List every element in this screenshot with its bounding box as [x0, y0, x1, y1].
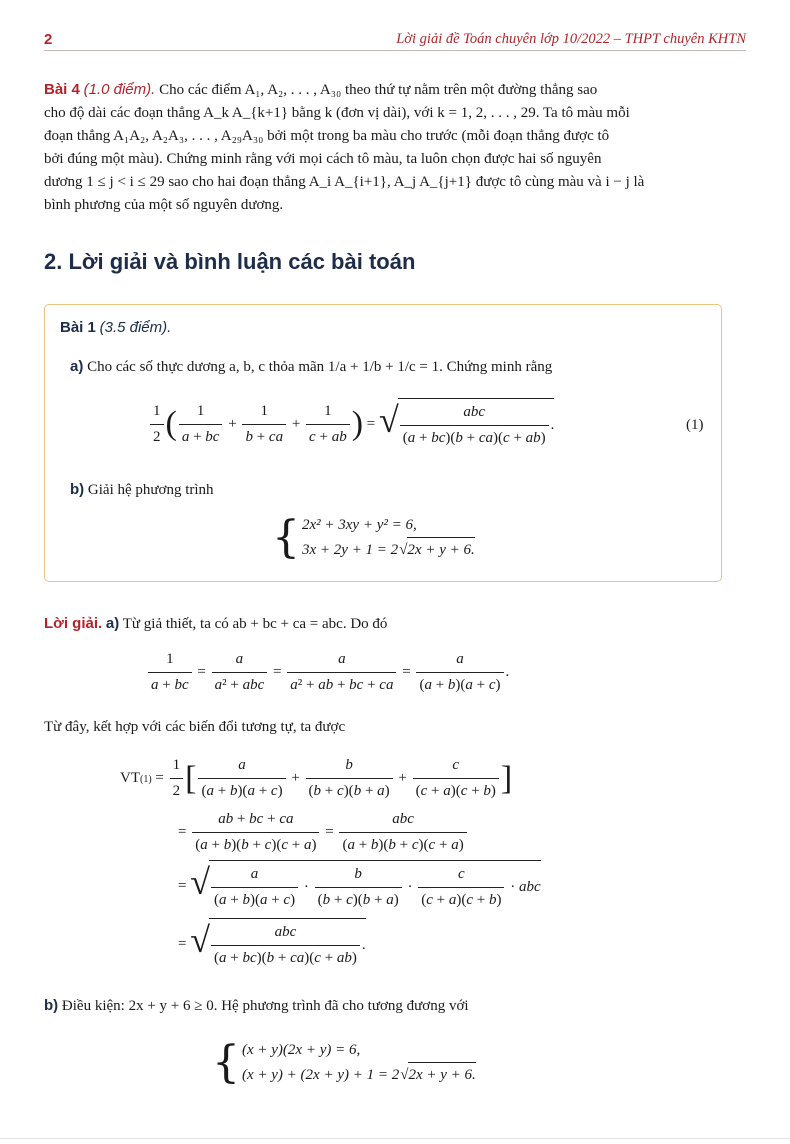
solution-system-eq2-left: (x + y) + (2x + y) + 1 = 2: [242, 1066, 400, 1083]
bai4-line1: Cho các điểm A₁, A₂, . . . , A₃₀ theo thứ tự nằm trên một đường thẳng sao: [159, 82, 598, 98]
bai1-b-label: b): [70, 481, 85, 498]
bai4-points: (1.0 điểm).: [83, 81, 156, 98]
bai1-system-eq2-rad: 2x + y + 6.: [407, 537, 474, 562]
bai4-line5: dương 1 ≤ j < i ≤ 29 sao cho hai đoạn thẳng A_i A_{i+1}, A_j A_{j+1} được tô cùng màu và i − j là: [44, 174, 645, 190]
solution-equation-a: $\frac{1}{a + bc}$ = $\frac{a}{\text{a² + abc}}$ = $\frac{a}{\text{a² + ab + bc + ca}}$ = $\frac{a}{(a + b)(a + c)}$ .: [146, 648, 509, 697]
equation-1: $\frac{1}{2}$ ( $\frac{1}{a + bc}$ + $\frac{1}{b + ca}$ + $\frac{1}{c + ab}$ ) = √ $\frac{\text{abc}}{(a + bc)(b + ca)(c + ab)}$ .: [148, 398, 554, 450]
bai1-system-eq2-left: 3x + 2y + 1 = 2: [302, 541, 399, 558]
bai4-line3: đoạn thẳng A₁A₂, A₂A₃, . . . , A₂₉A₃₀ bởi một trong ba màu cho trước (mỗi đoạn thẳng được tô: [44, 128, 610, 144]
bai1-a-label: a): [70, 358, 84, 375]
derivation-line3: = √ $\frac{a}{(a + b)(a + c)}$ · $\frac{b}{(b + c)(b + a)}$ · $\frac{c}{(c + a)(c + b)}$ · abc: [178, 860, 541, 912]
bai1-points: (3.5 điểm).: [99, 319, 172, 336]
solution-transition: Từ đây, kết hợp với các biến đổi tương tự, ta được: [44, 719, 346, 735]
page-number: 2: [44, 31, 53, 48]
bai1-system-eq1: 2x² + 3xy + y² = 6,: [302, 517, 417, 533]
bai1-system: { 2x² + 3xy + y² = 6, 3x + 2y + 1 = 2 √ 2x + y + 6.: [272, 511, 475, 563]
bai4-line2: cho độ dài các đoạn thẳng A_k A_{k+1} bằng k (đơn vị dài), với k = 1, 2, . . . , 29. Ta tô màu mỗi: [44, 105, 630, 121]
bai1-label: Bài 1: [60, 319, 96, 336]
bai1-system-eq2: 3x + 2y + 1 = 2 √ 2x + y + 6.: [302, 537, 475, 562]
solution-b-line: [44, 994, 469, 1018]
solution-a-label: a): [105, 615, 120, 632]
page-bottom-rule: [0, 1138, 790, 1139]
bai1-b-text: Giải hệ phương trình: [87, 482, 214, 498]
page-header: [44, 28, 746, 51]
bai4-line6: bình phương của một số nguyên dương.: [44, 197, 284, 213]
bai1-a-line: [70, 355, 552, 379]
derivation-line1: VT(1) = $\frac{1}{2}$ [ $\frac{a}{(a + b)(a + c)}$ + $\frac{b}{(b + c)(b + a)}$ + $\frac{c}{(c + a)(c + b)}$ ]: [120, 754, 512, 803]
bai1-a-text: Cho các số thực dương a, b, c thỏa mãn: [87, 359, 325, 375]
bai1-b-line: [70, 478, 214, 502]
solution-system: { (x + y)(2x + y) = 6, (x + y) + (2x + y) + 1 = 2 √ 2x + y + 6.: [212, 1036, 476, 1088]
solution-b-label: b): [44, 997, 59, 1014]
solution-system-eq2: (x + y) + (2x + y) + 1 = 2 √ 2x + y + 6.: [242, 1062, 476, 1087]
derivation-line2: = $\frac{ab + bc + ca}{(a + b)(b + c)(c + a)}$ = $\frac{\text{abc}}{(a + b)(b + c)(c + a)}$: [178, 808, 469, 857]
bai4-line4: bởi đúng một màu). Chứng minh rằng với mọi cách tô màu, ta luôn chọn được hai số nguyên: [44, 151, 602, 167]
bai4-problem: [44, 78, 746, 217]
solution-a-text: Từ giả thiết, ta có ab + bc + ca = abc. Do đó: [122, 616, 388, 632]
solution-b-text: Điều kiện: 2x + y + 6 ≥ 0. Hệ phương trình đã cho tương đương với: [61, 998, 469, 1014]
solution-system-eq2-rad: 2x + y + 6.: [408, 1062, 475, 1087]
bai4-label: Bài 4: [44, 81, 80, 98]
solution-system-eq1: (x + y)(2x + y) = 6,: [242, 1042, 361, 1058]
running-title: Lời giải đề Toán chuyên lớp 10/2022 – THPT chuyên KHTN: [396, 31, 746, 47]
solution-a-line: [44, 612, 387, 636]
derivation-line4: = √ $\frac{\text{abc}}{(a + bc)(b + ca)(c + ab)}$ .: [178, 918, 366, 970]
section-heading: 2. Lời giải và bình luận các bài toán: [44, 249, 416, 274]
bai1-title: [60, 316, 171, 340]
equation-number: (1): [686, 417, 704, 433]
solution-label: Lời giải.: [44, 615, 103, 632]
bai1-a-cond: 1/a + 1/b + 1/c = 1. Chứng minh rằng: [327, 359, 553, 375]
